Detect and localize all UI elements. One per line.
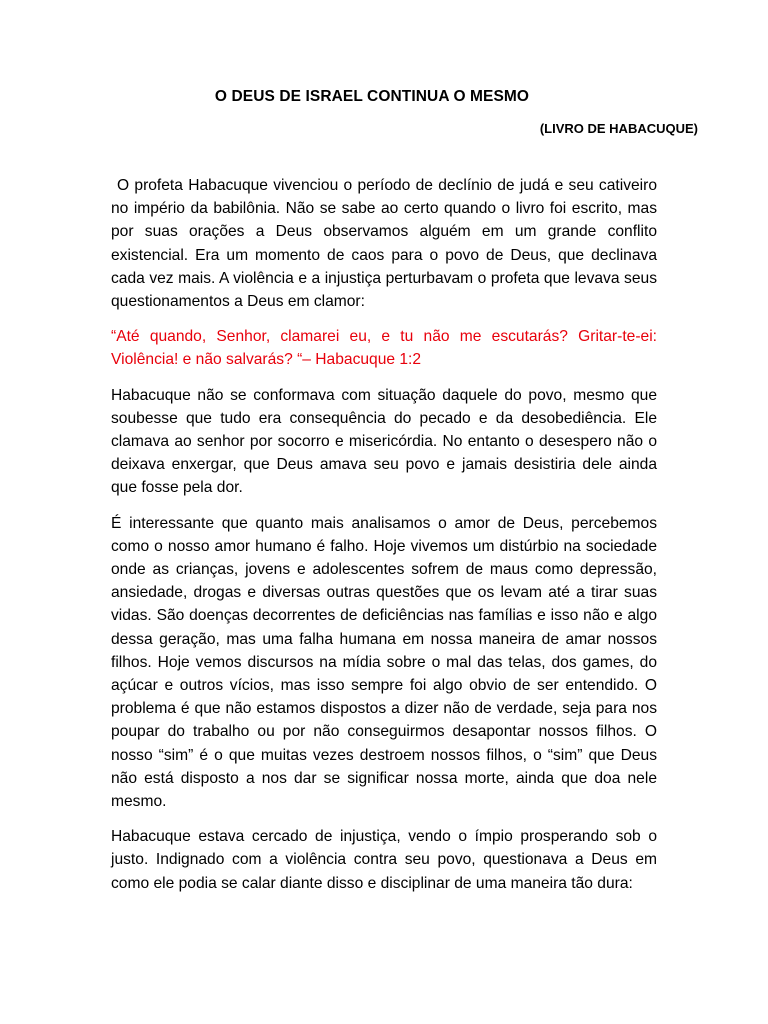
- document-body: [111, 174, 657, 907]
- document-title: O DEUS DE ISRAEL CONTINUA O MESMO: [214, 88, 530, 105]
- paragraph-amor-de-deus: É interessante que quanto mais analisamos o amor de Deus, percebemos como o nosso amor humano é falho. Hoje vivemos um distúrbio na sociedade onde as crianças, jovens e adolescentes sofrem de maus como depressão, ansiedade, drogas e diversas outras questões que os levam até a tirar suas vidas. São doenças decorrentes de deficiências nas famílias e isso não e algo dessa geração, mas uma falha humana em nossa maneira de amar nossos filhos. Hoje vemos discursos na mídia sobre o mal das telas, dos games, do açúcar e outros vícios, mas isso sempre foi algo obvio de ser entendido. O problema é que não estamos dispostos a dizer não de verdade, seja para nos poupar do trabalho ou por não conseguirmos desapontar nossos filhos. O nosso “sim” é o que muitas vezes destroem nossos filhos, o “sim” que Deus não está disposto a nos dar se significar nossa morte, ainda que doa nele mesmo.: [111, 514, 657, 811]
- paragraph-habacuque-conformava: Habacuque não se conformava com situação daquele do povo, mesmo que soubesse que tudo era consequência do pecado e da desobediência. Ele clamava ao senhor por socorro e misericórdia. No entanto o desespero não o deixava enxergar, que Deus amava seu povo e jamais desistiria dele ainda que fosse pela dor.: [111, 386, 657, 497]
- subtitle-text: (LIVRO DE HABACUQUE): [539, 121, 698, 136]
- paragraph-injustica: Habacuque estava cercado de injustiça, vendo o ímpio prosperando sob o justo. Indignado com a violência contra seu povo, questionava a Deus em como ele podia se calar diante disso e disciplinar de uma maneira tão dura:: [111, 828, 657, 892]
- paragraph-intro: O profeta Habacuque vivenciou o período de declínio de judá e seu cativeiro no império da babilônia. Não se sabe ao certo quando o livro foi escrito, mas por suas orações a Deus observamos alguém em um grande conflito existencial. Era um momento de caos para o povo de Deus, que declinava cada vez mais. A violência e a injustiça perturbavam o profeta que levava seus questionamentos a Deus em clamor:: [111, 177, 657, 311]
- document-subtitle: [0, 121, 698, 136]
- scripture-quote: “Até quando, Senhor, clamarei eu, e tu não me escutarás? Gritar-te-ei: Violência! e não salvarás? “– Habacuque 1:2: [111, 328, 657, 369]
